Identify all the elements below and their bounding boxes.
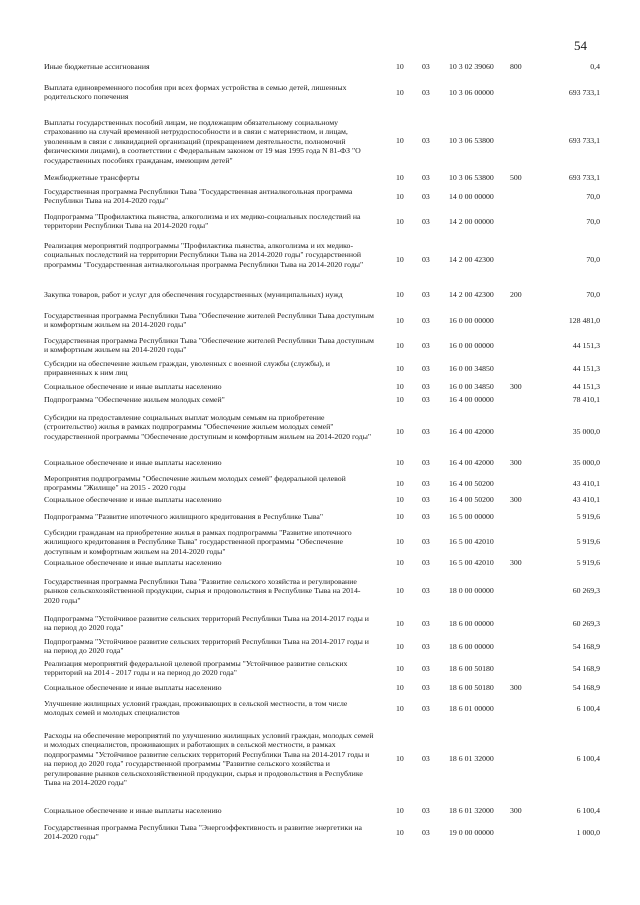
target-article-code: 16 0 00 34850 [449,382,494,391]
section-code: 10 [396,619,404,628]
amount: 1 000,0 [576,828,600,837]
section-code: 10 [396,290,404,299]
subsection-code: 03 [422,495,430,504]
section-code: 10 [396,558,404,567]
section-code: 10 [396,495,404,504]
row-name: Выплата единовременного пособия при всех формах устройства в семью детей, лишенных родительского попечения [44,83,347,102]
subsection-code: 03 [422,316,430,325]
amount: 60 269,3 [572,619,600,628]
target-article-code: 18 6 01 32000 [449,806,494,815]
target-article-code: 14 0 00 00000 [449,192,494,201]
section-code: 10 [396,255,404,264]
row-name: Расходы на обеспечение мероприятий по улучшению жилищных условий граждан, молодых семей и молодых специалистов, проживающих и работающих в сельской местности, в рамках подпрограммы "Устойчивое развитие сельских территорий Республики Тыва на 2014-2017 годы и на период до 2020 года" государственной программы "Развитие сельского хозяйства и регулирование рынков сельскохозяйственной продукции, сырья и продовольствия в Республике Тыва на 2014-2020 годы" [44,731,374,788]
section-code: 10 [396,828,404,837]
subsection-code: 03 [422,537,430,546]
target-article-code: 10 3 02 39060 [449,62,494,71]
amount: 60 269,3 [572,586,600,595]
section-code: 10 [396,512,404,521]
section-code: 10 [396,642,404,651]
section-code: 10 [396,62,404,71]
target-article-code: 18 0 00 00000 [449,586,494,595]
amount: 693 733,1 [568,173,600,182]
row-name: Иные бюджетные ассигнования [44,62,150,71]
section-code: 10 [396,88,404,97]
row-name: Подпрограмма "Устойчивое развитие сельских территорий Республики Тыва на 2014-2017 годы и на период до 2020 года" [44,614,369,633]
row-name: Подпрограмма "Обеспечение жильем молодых семей" [44,395,225,404]
row-name: Подпрограмма "Развитие ипотечного жилищного кредитования в Республике Тыва" [44,512,324,521]
subsection-code: 03 [422,458,430,467]
target-article-code: 14 2 00 42300 [449,290,494,299]
subsection-code: 03 [422,619,430,628]
subsection-code: 03 [422,255,430,264]
amount: 44 151,3 [572,341,600,350]
row-name: Подпрограмма "Профилактика пьянства, алкоголизма и их медико-социальных последствий на территории Республики Тыва на 2014-2020 годы" [44,212,361,231]
row-name: Подпрограмма "Устойчивое развитие сельских территорий Республики Тыва на 2014-2017 годы и на период до 2020 года" [44,637,369,656]
row-name: Улучшение жилищных условий граждан, проживающих в сельской местности, в том числе молодых семей и молодых специалистов [44,699,348,718]
row-name: Социальное обеспечение и иные выплаты населению [44,382,222,391]
amount: 44 151,3 [572,382,600,391]
subsection-code: 03 [422,664,430,673]
amount: 6 100,4 [576,704,600,713]
target-article-code: 16 0 00 34850 [449,364,494,373]
subsection-code: 03 [422,364,430,373]
expense-type-code: 800 [510,62,522,71]
section-code: 10 [396,316,404,325]
row-name: Социальное обеспечение и иные выплаты населению [44,458,222,467]
section-code: 10 [396,395,404,404]
target-article-code: 10 3 06 53800 [449,173,494,182]
section-code: 10 [396,364,404,373]
amount: 35 000,0 [572,458,600,467]
target-article-code: 10 3 06 53800 [449,136,494,145]
amount: 43 410,1 [572,479,600,488]
expense-type-code: 300 [510,458,522,467]
section-code: 10 [396,192,404,201]
subsection-code: 03 [422,828,430,837]
target-article-code: 18 6 00 50180 [449,664,494,673]
row-name: Социальное обеспечение и иные выплаты населению [44,495,222,504]
section-code: 10 [396,704,404,713]
subsection-code: 03 [422,62,430,71]
expense-type-code: 300 [510,495,522,504]
section-code: 10 [396,806,404,815]
row-name: Субсидии гражданам на приобретение жилья в рамках подпрограммы "Развитие ипотечного жилищного кредитования в Республике Тыва" государственной программы "Обеспечение доступным и комфортным жильем на 2014-2020 годы" [44,528,352,556]
subsection-code: 03 [422,341,430,350]
row-name: Социальное обеспечение и иные выплаты населению [44,806,222,815]
section-code: 10 [396,479,404,488]
target-article-code: 18 6 00 00000 [449,619,494,628]
amount: 44 151,3 [572,364,600,373]
row-name: Реализация мероприятий подпрограммы "Профилактика пьянства, алкоголизма и их медико-социальных последствий на территории Республики Тыва на 2014-2020 годы" государственной программы "Государственная антиалкогольная программа Республики Тыва на 2014-2020 годы" [44,241,364,269]
target-article-code: 19 0 00 00000 [449,828,494,837]
section-code: 10 [396,217,404,226]
amount: 78 410,1 [572,395,600,404]
subsection-code: 03 [422,382,430,391]
amount: 70,0 [586,255,600,264]
row-name: Реализация мероприятий федеральной целевой программы "Устойчивое развитие сельских территорий на 2014 - 2017 годы и на период до 2020 года" [44,659,348,678]
subsection-code: 03 [422,512,430,521]
subsection-code: 03 [422,704,430,713]
expense-type-code: 300 [510,558,522,567]
target-article-code: 16 4 00 42000 [449,458,494,467]
target-article-code: 10 3 06 00000 [449,88,494,97]
target-article-code: 16 0 00 00000 [449,341,494,350]
expense-type-code: 300 [510,382,522,391]
row-name: Субсидии на предоставление социальных выплат молодым семьям на приобретение (строительство) жилья в рамках подпрограммы "Обеспечение жильем молодых семей" государственной программы "Обеспечение доступным и комфортным жильем на 2014-2020 годы" [44,413,372,441]
subsection-code: 03 [422,683,430,692]
row-name: Субсидии на обеспечение жильем граждан, уволенных с военной службы (службы), и приравненных к ним лиц [44,359,330,378]
subsection-code: 03 [422,586,430,595]
amount: 35 000,0 [572,427,600,436]
amount: 693 733,1 [568,136,600,145]
target-article-code: 16 4 00 00000 [449,395,494,404]
section-code: 10 [396,458,404,467]
target-article-code: 16 0 00 00000 [449,316,494,325]
subsection-code: 03 [422,192,430,201]
row-name: Государственная программа Республики Тыва "Энергоэффективность и развитие энергетики на 2014-2020 годы" [44,823,362,842]
section-code: 10 [396,586,404,595]
row-name: Социальное обеспечение и иные выплаты населению [44,558,222,567]
target-article-code: 14 2 00 00000 [449,217,494,226]
target-article-code: 16 4 00 50200 [449,479,494,488]
target-article-code: 18 6 01 32000 [449,754,494,763]
target-article-code: 18 6 01 00000 [449,704,494,713]
target-article-code: 16 4 00 50200 [449,495,494,504]
row-name: Государственная программа Республики Тыва "Обеспечение жителей Республики Тыва доступным и комфортным жильем на 2014-2020 годы" [44,336,374,355]
amount: 128 481,0 [568,316,600,325]
expense-type-code: 500 [510,173,522,182]
amount: 5 919,6 [576,537,600,546]
row-name: Мероприятия подпрограммы "Обеспечение жильем молодых семей" федеральной целевой программы "Жилище" на 2015 - 2020 годы [44,474,346,493]
row-name: Выплаты государственных пособий лицам, не подлежащим обязательному социальному страхованию на случай временной нетрудоспособности и в связи с материнством, и лицам, уволенным в связи с ликвидацией организаций (прекращением деятельности, полномочий физическими лицами), в соответствии с Федеральным законом от 19 мая 1995 года N 81-ФЗ "О государственных пособиях гражданам, имеющим детей" [44,118,361,165]
expense-type-code: 300 [510,806,522,815]
target-article-code: 16 5 00 00000 [449,512,494,521]
amount: 6 100,4 [576,754,600,763]
row-name: Государственная программа Республики Тыва "Обеспечение жителей Республики Тыва доступным и комфортным жильем на 2014-2020 годы" [44,311,374,330]
amount: 5 919,6 [576,558,600,567]
subsection-code: 03 [422,558,430,567]
subsection-code: 03 [422,290,430,299]
subsection-code: 03 [422,479,430,488]
amount: 70,0 [586,192,600,201]
expense-type-code: 300 [510,683,522,692]
row-name: Социальное обеспечение и иные выплаты населению [44,683,222,692]
subsection-code: 03 [422,754,430,763]
section-code: 10 [396,427,404,436]
section-code: 10 [396,136,404,145]
subsection-code: 03 [422,427,430,436]
subsection-code: 03 [422,173,430,182]
section-code: 10 [396,537,404,546]
subsection-code: 03 [422,217,430,226]
amount: 6 100,4 [576,806,600,815]
amount: 54 168,9 [572,642,600,651]
row-name: Государственная программа Республики Тыва "Развитие сельского хозяйства и регулирование рынков сельскохозяйственной продукции, сырья и продовольствия в Республике Тыва на 2014-2020 годы" [44,577,361,605]
amount: 70,0 [586,290,600,299]
amount: 693 733,1 [568,88,600,97]
amount: 54 168,9 [572,664,600,673]
section-code: 10 [396,382,404,391]
page-number: 54 [574,38,587,53]
row-name: Государственная программа Республики Тыва "Государственная антиалкогольная программа Республики Тыва на 2014-2020 годы" [44,187,353,206]
amount: 54 168,9 [572,683,600,692]
row-name: Закупка товаров, работ и услуг для обеспечения государственных (муниципальных) нужд [44,290,343,299]
target-article-code: 14 2 00 42300 [449,255,494,264]
section-code: 10 [396,754,404,763]
section-code: 10 [396,341,404,350]
section-code: 10 [396,664,404,673]
amount: 0,4 [590,62,600,71]
target-article-code: 16 5 00 42010 [449,537,494,546]
subsection-code: 03 [422,136,430,145]
section-code: 10 [396,683,404,692]
target-article-code: 16 4 00 42000 [449,427,494,436]
subsection-code: 03 [422,88,430,97]
target-article-code: 18 6 00 00000 [449,642,494,651]
amount: 5 919,6 [576,512,600,521]
subsection-code: 03 [422,806,430,815]
amount: 70,0 [586,217,600,226]
amount: 43 410,1 [572,495,600,504]
subsection-code: 03 [422,395,430,404]
section-code: 10 [396,173,404,182]
target-article-code: 18 6 00 50180 [449,683,494,692]
expense-type-code: 200 [510,290,522,299]
subsection-code: 03 [422,642,430,651]
row-name: Межбюджетные трансферты [44,173,140,182]
target-article-code: 16 5 00 42010 [449,558,494,567]
